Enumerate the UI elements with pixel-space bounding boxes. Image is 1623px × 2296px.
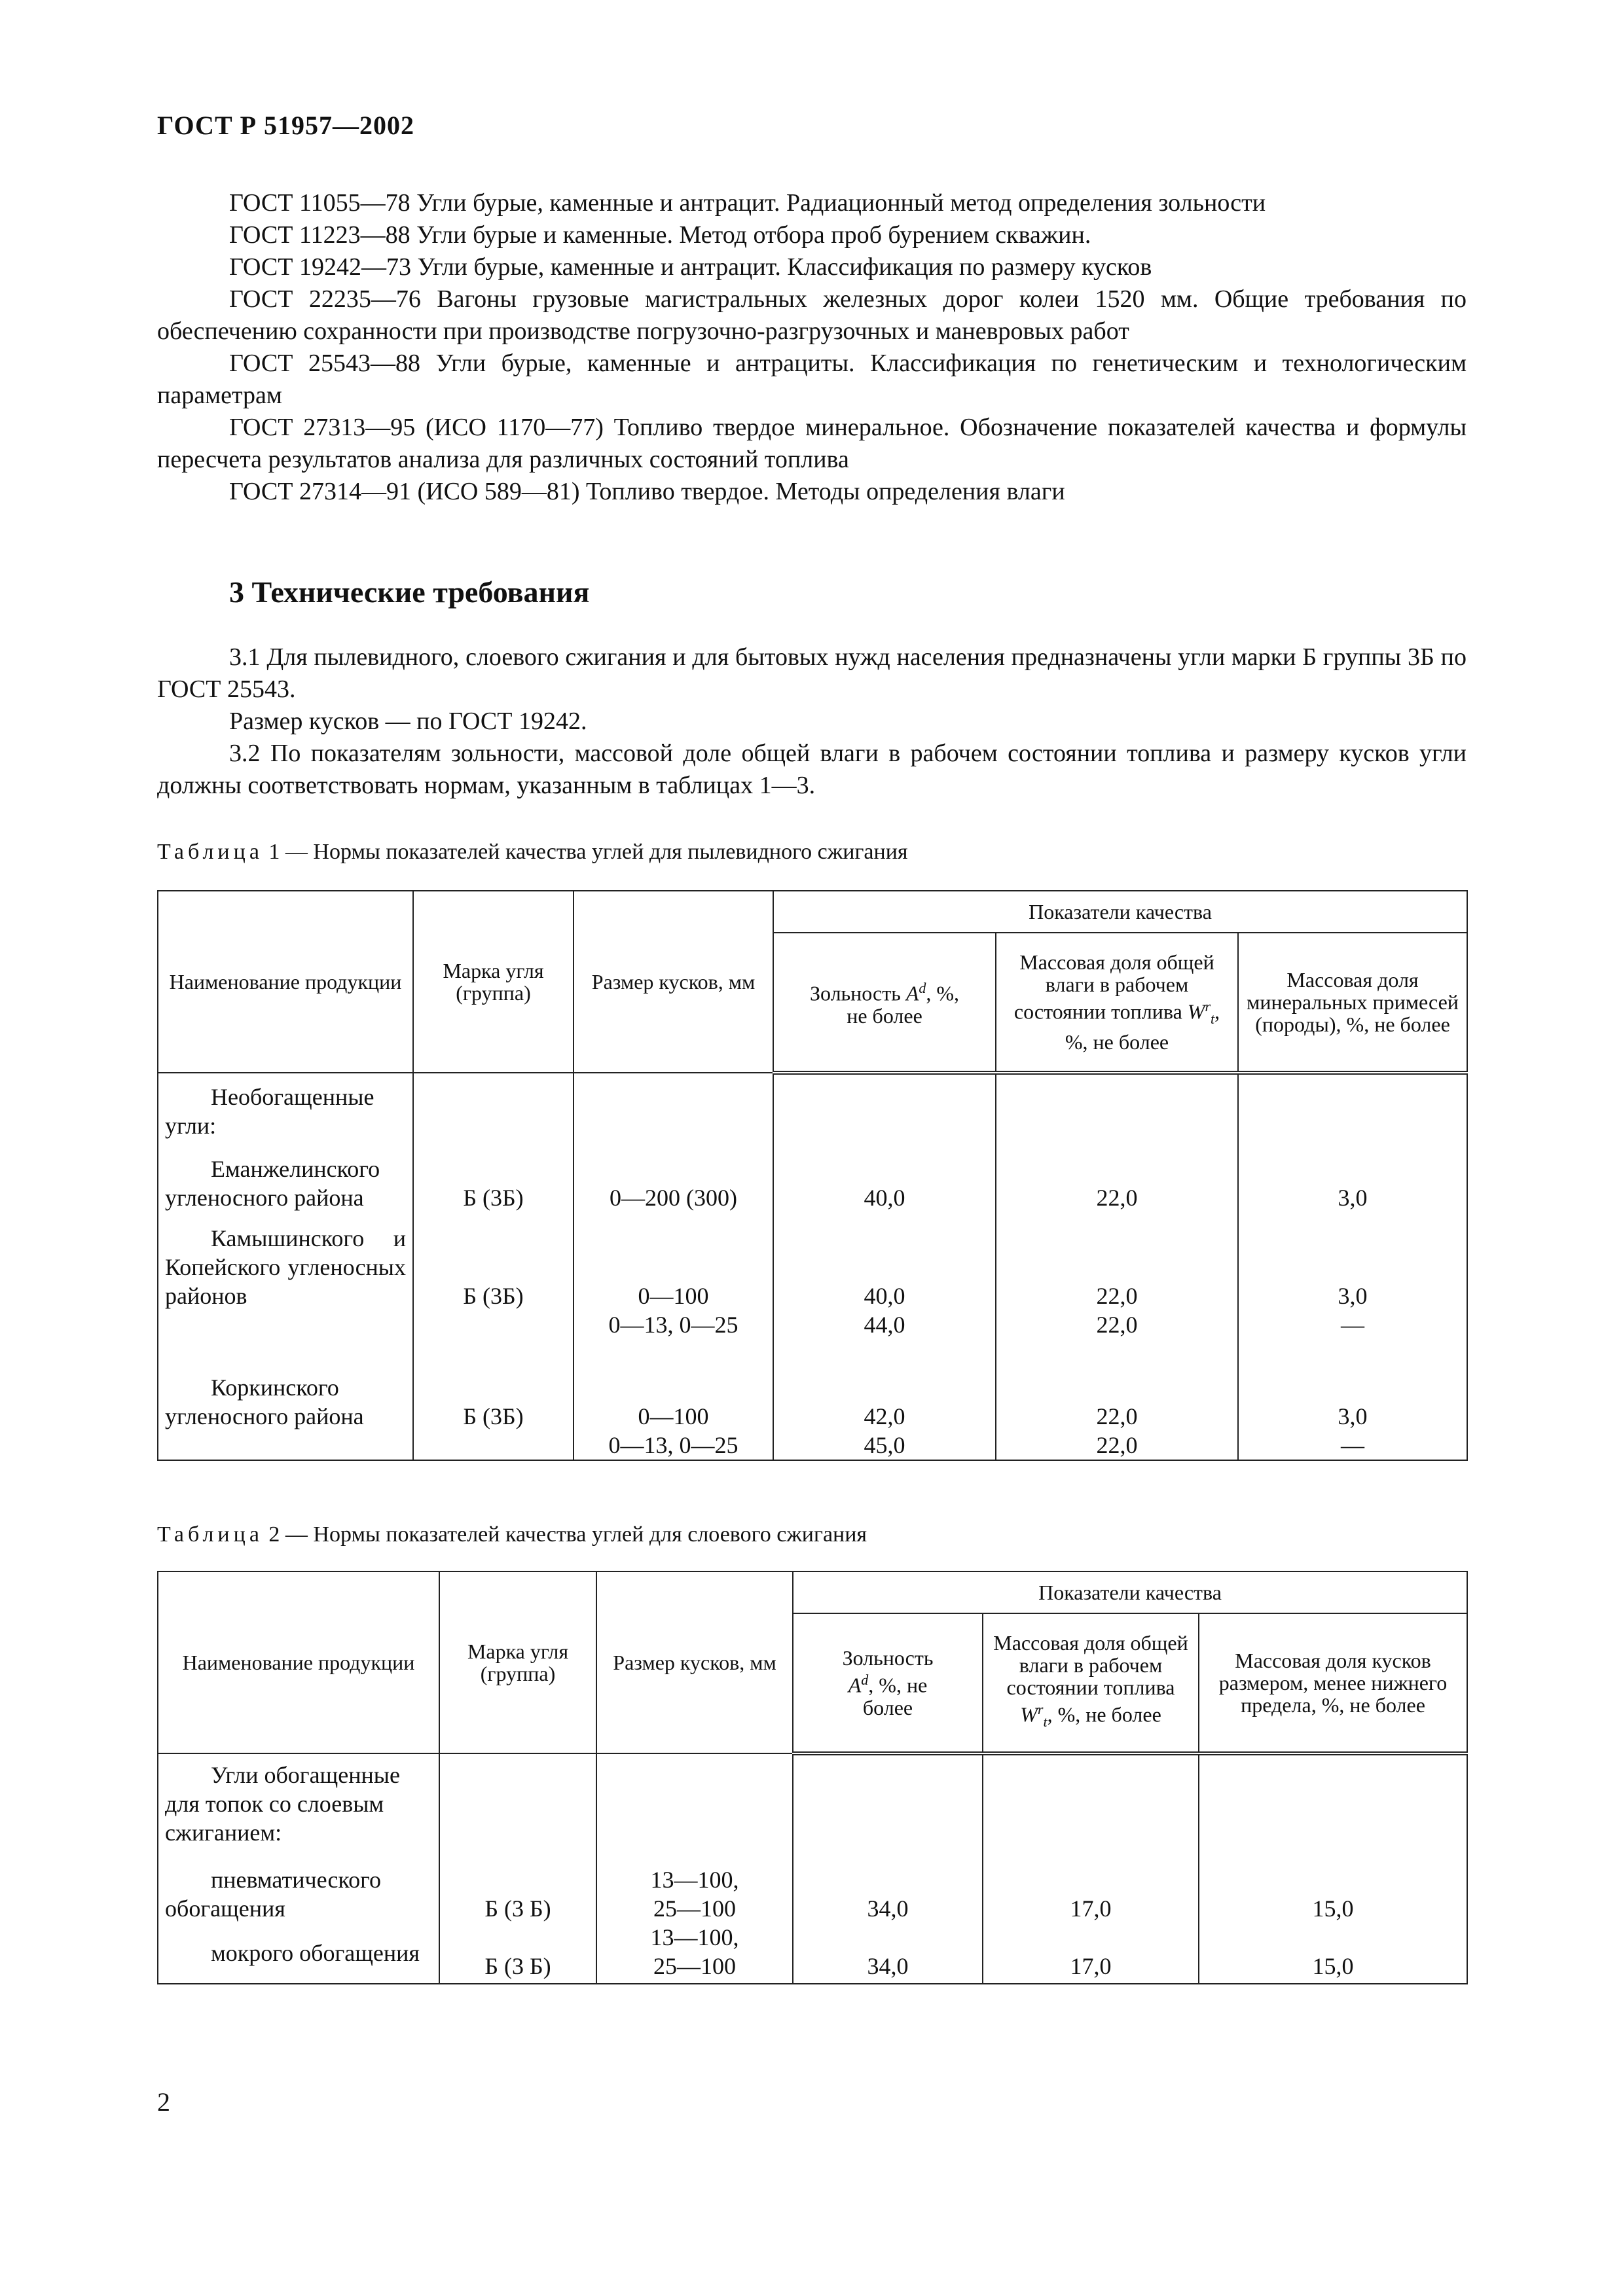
reference-item: ГОСТ 27314—91 (ИСО 589—81) Топливо твердое. Методы определения влаги — [229, 478, 1065, 505]
table-row — [158, 1923, 1467, 1984]
cell-size: 13—100, 25—100 — [596, 1923, 793, 1984]
cell-name: Угли обогащенные для топок со слоевым сжиганием: — [158, 1753, 439, 1847]
cell-grade: Б (3Б) — [413, 1339, 574, 1460]
th-undersize-pieces: Массовая доля кусков размером, менее нижнего предела, %, не более — [1199, 1613, 1467, 1753]
cell-size: 0—100 0—13, 0—25 — [574, 1212, 773, 1339]
th-mineral-impurities: Массовая доля минеральных примесей (породы), %, не более — [1238, 933, 1467, 1073]
cell-ash: 42,0 45,0 — [773, 1339, 996, 1460]
paragraph: Размер кусков — по ГОСТ 19242. — [229, 708, 587, 735]
table2 — [157, 1571, 1468, 1984]
th-coal-grade: Марка угля (группа) — [413, 891, 574, 1073]
cell-name: Необогащенные угли: — [158, 1073, 413, 1140]
th-ash-content: Зольность $A^d$, %, не более — [793, 1613, 983, 1753]
paragraph: 3.1 Для пылевидного, слоевого сжигания и для бытовых нужд населения предназначены угли марки Б группы 3Б по ГОСТ 25543. — [157, 643, 1467, 703]
reference-item: ГОСТ 11223—88 Угли бурые и каменные. Метод отбора проб бурением скважин. — [229, 221, 1091, 249]
reference-item: ГОСТ 11055—78 Угли бурые, каменные и антрацит. Радиационный метод определения зольности — [229, 189, 1266, 217]
cell-mineral: 3,0 — [1238, 1140, 1467, 1212]
reference-item: ГОСТ 27313—95 (ИСО 1170—77) Топливо твердое минеральное. Обозначение показателей качества и формулы пересчета результатов анализа для различных состояний топлива — [157, 414, 1467, 473]
document-title: ГОСТ Р 51957—2002 — [157, 111, 415, 140]
cell-grade: Б (3Б) — [413, 1212, 574, 1339]
th-piece-size: Размер кусков, мм — [596, 1571, 793, 1753]
cell-ash: 40,0 44,0 — [773, 1212, 996, 1339]
th-piece-size: Размер кусков, мм — [574, 891, 773, 1073]
cell-size: 0—100 0—13, 0—25 — [574, 1339, 773, 1460]
reference-item: ГОСТ 22235—76 Вагоны грузовые магистральных железных дорог колеи 1520 мм. Общие требования по обеспечению сохранности при производстве погрузочно-разгрузочных и маневровых работ — [157, 285, 1467, 345]
section-heading: 3 Технические требования — [229, 575, 590, 609]
th-ash-content: Зольность $A^d$, %, не более — [773, 933, 996, 1073]
table2-caption-prefix: Таблица — [157, 1522, 263, 1547]
cell-moisture: 17,0 — [983, 1847, 1199, 1923]
cell-name: Еманжелинского угленосного района — [158, 1140, 413, 1212]
table1-caption-prefix: Таблица — [157, 840, 263, 864]
table-row — [158, 1073, 1467, 1140]
th-product-name: Наименование продукции — [158, 1571, 439, 1753]
table-row — [158, 1753, 1467, 1847]
table-row — [158, 1339, 1467, 1460]
paragraph: 3.2 По показателям зольности, массовой доле общей влаги в рабочем состоянии топлива и размеру кусков угли должны соответствовать нормам, указанным в таблицах 1—3. — [157, 740, 1467, 799]
section-body — [157, 641, 1467, 802]
cell-name: Коркинского угленосного района — [158, 1339, 413, 1460]
table-row — [158, 1140, 1467, 1212]
th-product-name: Наименование продукции — [158, 891, 413, 1073]
table-row — [158, 1847, 1467, 1923]
cell-name: пневматического обогащения — [158, 1847, 439, 1923]
cell-name: мокрого обогащения — [158, 1923, 439, 1984]
cell-pieces: 15,0 — [1199, 1923, 1467, 1984]
normative-references — [157, 187, 1467, 508]
cell-ash: 40,0 — [773, 1140, 996, 1212]
table-row — [158, 1212, 1467, 1339]
cell-moisture: 22,0 22,0 — [996, 1212, 1238, 1339]
cell-moisture: 22,0 — [996, 1140, 1238, 1212]
cell-grade: Б (3 Б) — [439, 1923, 596, 1984]
table1 — [157, 890, 1468, 1461]
table2-caption-text: 2 — Нормы показателей качества углей для слоевого сжигания — [263, 1522, 867, 1547]
table1-caption — [157, 840, 908, 865]
th-quality-indicators: Показатели качества — [773, 891, 1467, 933]
th-moisture: Массовая доля общей влаги в рабочем состоянии топлива $W^r_t$, %, не более — [996, 933, 1238, 1073]
cell-ash: 34,0 — [793, 1847, 983, 1923]
cell-name: Камышинского и Копейского угленосных районов — [158, 1212, 413, 1339]
reference-item: ГОСТ 25543—88 Угли бурые, каменные и антрациты. Классификация по генетическим и технологическим параметрам — [157, 350, 1467, 409]
cell-mineral: 3,0 — — [1238, 1339, 1467, 1460]
cell-mineral: 3,0 — — [1238, 1212, 1467, 1339]
th-quality-indicators: Показатели качества — [793, 1571, 1467, 1613]
cell-pieces: 15,0 — [1199, 1847, 1467, 1923]
cell-grade: Б (3 Б) — [439, 1847, 596, 1923]
reference-item: ГОСТ 19242—73 Угли бурые, каменные и антрацит. Классификация по размеру кусков — [229, 253, 1152, 281]
cell-moisture: 17,0 — [983, 1923, 1199, 1984]
th-moisture: Массовая доля общей влаги в рабочем состоянии топлива $W^r_t$, %, не более — [983, 1613, 1199, 1753]
cell-moisture: 22,0 22,0 — [996, 1339, 1238, 1460]
table2-caption — [157, 1522, 867, 1547]
page-number: 2 — [157, 2087, 170, 2117]
cell-grade: Б (3Б) — [413, 1140, 574, 1212]
table1-caption-text: 1 — Нормы показателей качества углей для пылевидного сжигания — [263, 840, 908, 864]
cell-ash: 34,0 — [793, 1923, 983, 1984]
th-coal-grade: Марка угля (группа) — [439, 1571, 596, 1753]
cell-size: 13—100, 25—100 — [596, 1847, 793, 1923]
cell-size: 0—200 (300) — [574, 1140, 773, 1212]
